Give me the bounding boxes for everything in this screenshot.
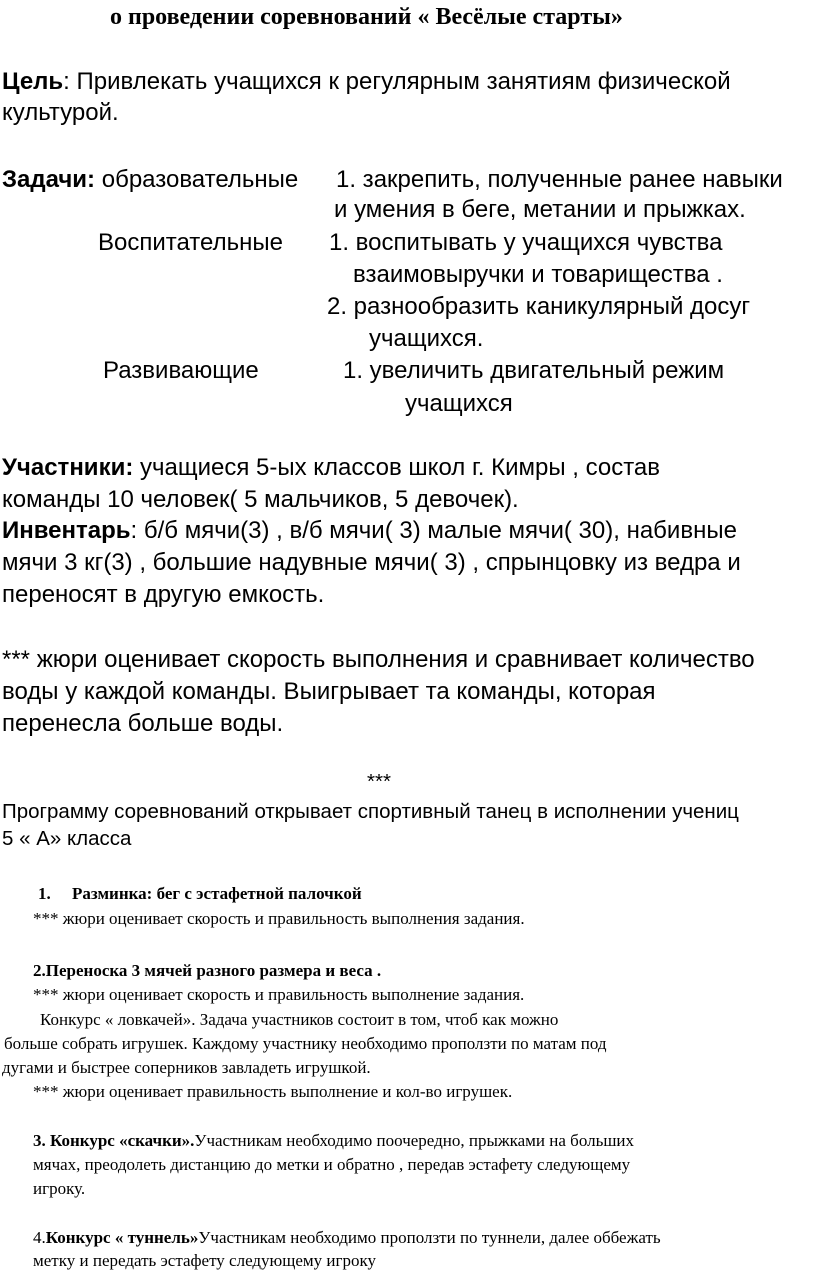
stage-3-line-3: игроку.: [33, 1179, 86, 1198]
stage-2-heading: 2.Переноска 3 мячей разного размера и веса .: [33, 961, 382, 980]
stage-2-contest-line-3: дугами и быстрее соперников завладеть игрушкой.: [2, 1058, 371, 1077]
tasks-upbringing-item-2-cont: учащихся.: [369, 325, 484, 352]
stage-1-note: *** жюри оценивает скорость и правильность выполнения задания.: [33, 909, 525, 928]
stage-1-number: 1.: [38, 884, 51, 903]
goal-text: : Привлекать учащихся к регулярным занятиям физической: [63, 68, 731, 95]
goal-label: Цель: [2, 68, 64, 95]
stage-2-contest-line-2: больше собрать игрушек. Каждому участнику необходимо проползти по матам под: [4, 1034, 607, 1053]
program-line-2: 5 « А» класса: [2, 827, 132, 850]
stage-4-line-1: [33, 1226, 661, 1249]
tasks-edu-category: образовательные: [101, 166, 299, 193]
tasks-upbringing-category: Воспитательные: [98, 229, 283, 256]
jury-note-line-1: *** жюри оценивает скорость выполнения и сравнивает количество: [2, 646, 755, 673]
tasks-upbringing-item-1-cont: взаимовыручки и товарищества .: [353, 261, 723, 288]
inventory-text: : б/б мячи(3) , в/б мячи( 3) малые мячи( 30), набивные: [130, 517, 737, 544]
stage-2-note-2: *** жюри оценивает правильность выполнение и кол-во игрушек.: [33, 1082, 513, 1101]
stage-3-line-1: [33, 1129, 634, 1152]
inventory-line-2: мячи 3 кг(3) , большие надувные мячи( 3) , спрынцовку из ведра и: [2, 549, 741, 576]
tasks-development-item-1-cont: учащихся: [405, 390, 513, 417]
stage-1-heading: Разминка: бег с эстафетной палочкой: [72, 884, 362, 903]
jury-note-line-3: перенесла больше воды.: [2, 710, 284, 737]
inventory-label: Инвентарь: [2, 517, 131, 544]
tasks-edu-item-1: 1. закрепить, полученные ранее навыки: [336, 166, 783, 193]
participants-line-2: команды 10 человек( 5 мальчиков, 5 девочек).: [2, 486, 519, 513]
stage-4-heading: Конкурс « туннель»: [45, 1228, 199, 1247]
goal-line-1: [2, 67, 731, 97]
document-title: о проведении соревнований « Весёлые старты»: [110, 4, 623, 30]
stage-2-note: *** жюри оценивает скорость и правильность выполнение задания.: [33, 985, 525, 1004]
tasks-upbringing-item-2: 2. разнообразить каникулярный досуг: [327, 293, 751, 320]
tasks-upbringing-item-1: 1. воспитывать у учащихся чувства: [329, 229, 723, 256]
inventory-line-3: переносят в другую емкость.: [2, 581, 325, 608]
participants-label: Участники:: [2, 454, 134, 481]
goal-line-2: культурой.: [2, 99, 119, 126]
inventory-line-1: [2, 516, 737, 546]
stage-3-text: Участникам необходимо поочередно, прыжками на больших: [194, 1131, 635, 1150]
separator-stars: ***: [367, 770, 391, 793]
participants-line-1: [2, 453, 660, 483]
stage-4-text: Участникам необходимо проползти по туннели, далее оббежать: [198, 1228, 661, 1247]
tasks-label: Задачи:: [2, 166, 96, 193]
tasks-line: [2, 165, 298, 195]
stage-3-line-2: мячах, преодолеть дистанцию до метки и обратно , передав эстафету следующему: [33, 1155, 631, 1174]
stage-4-number: 4.: [33, 1228, 46, 1247]
tasks-development-item-1: 1. увеличить двигательный режим: [343, 357, 725, 384]
tasks-development-category: Развивающие: [103, 357, 259, 384]
stage-4-line-2: метку и передать эстафету следующему игроку: [33, 1251, 376, 1270]
tasks-edu-item-1-cont: и умения в беге, метании и прыжках.: [334, 196, 746, 223]
stage-2-contest-line-1: Конкурс « ловкачей». Задача участников состоит в том, чтоб как можно: [40, 1010, 559, 1029]
jury-note-line-2: воды у каждой команды. Выигрывает та команды, которая: [2, 678, 656, 705]
participants-text: учащиеся 5-ых классов школ г. Кимры , состав: [133, 454, 661, 481]
program-line-1: Программу соревнований открывает спортивный танец в исполнении учениц: [2, 800, 739, 823]
stage-3-heading: 3. Конкурс «скачки».: [33, 1131, 195, 1150]
